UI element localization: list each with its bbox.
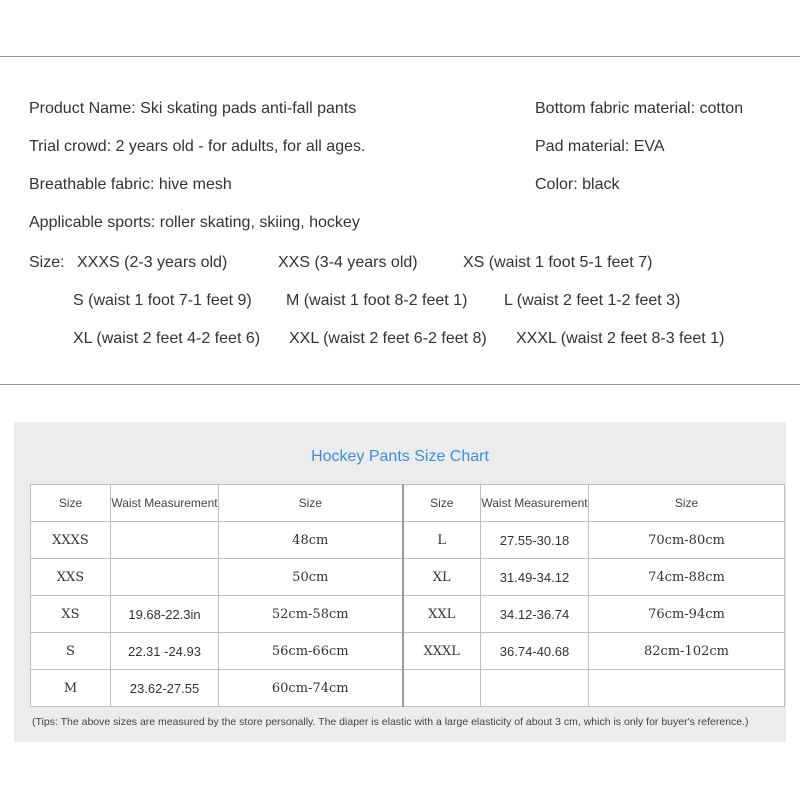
cell-size: XXS bbox=[31, 559, 111, 596]
cell-cm bbox=[589, 670, 785, 707]
size-option: XXL (waist 2 feet 6-2 feet 8) bbox=[289, 330, 487, 347]
cell-waist: 34.12-36.74 bbox=[481, 596, 589, 633]
cell-size bbox=[403, 670, 481, 707]
cell-cm: 70cm-80cm bbox=[589, 522, 785, 559]
cell-cm: 56cm-66cm bbox=[219, 633, 403, 670]
size-option: M (waist 1 foot 8-2 feet 1) bbox=[286, 292, 468, 309]
table-row bbox=[31, 559, 785, 596]
cell-size: S bbox=[31, 633, 111, 670]
cell-size: XXL bbox=[403, 596, 481, 633]
cell-waist bbox=[481, 670, 589, 707]
header-size-cm: Size bbox=[219, 485, 403, 522]
pad-material: Pad material: EVA bbox=[535, 138, 665, 155]
header-waist: Waist Measurement bbox=[481, 485, 589, 522]
bottom-fabric: Bottom fabric material: cotton bbox=[535, 100, 744, 117]
cell-waist bbox=[111, 559, 219, 596]
cell-waist: 23.62-27.55 bbox=[111, 670, 219, 707]
bottom-divider bbox=[0, 384, 800, 385]
size-option: XL (waist 2 feet 4-2 feet 6) bbox=[73, 330, 261, 347]
size-chart-panel bbox=[14, 422, 786, 742]
cell-size: XXXL bbox=[403, 633, 481, 670]
table-header-row bbox=[31, 485, 785, 522]
header-size-cm: Size bbox=[589, 485, 785, 522]
table-row bbox=[31, 633, 785, 670]
cell-waist: 31.49-34.12 bbox=[481, 559, 589, 596]
header-size: Size bbox=[31, 485, 111, 522]
cell-cm: 76cm-94cm bbox=[589, 596, 785, 633]
trial-crowd: Trial crowd: 2 years old - for adults, for all ages. bbox=[29, 138, 366, 155]
tips-note: (Tips: The above sizes are measured by the store personally. The diaper is elastic with a large elasticity of about 3 cm, which is only for buyer's reference.) bbox=[32, 716, 749, 728]
cell-size: M bbox=[31, 670, 111, 707]
header-waist: Waist Measurement bbox=[111, 485, 219, 522]
cell-waist: 27.55-30.18 bbox=[481, 522, 589, 559]
size-chart-table bbox=[30, 484, 785, 707]
cell-size: XL bbox=[403, 559, 481, 596]
cell-size: XXXS bbox=[31, 522, 111, 559]
product-name: Product Name: Ski skating pads anti-fall pants bbox=[29, 100, 357, 117]
header-size: Size bbox=[403, 485, 481, 522]
size-option: XXS (3-4 years old) bbox=[278, 254, 418, 271]
size-option: L (waist 2 feet 1-2 feet 3) bbox=[504, 292, 681, 309]
cell-waist: 36.74-40.68 bbox=[481, 633, 589, 670]
cell-cm: 48cm bbox=[219, 522, 403, 559]
size-option: XS (waist 1 foot 5-1 feet 7) bbox=[463, 254, 653, 271]
cell-cm: 52cm-58cm bbox=[219, 596, 403, 633]
cell-size: XS bbox=[31, 596, 111, 633]
cell-cm: 50cm bbox=[219, 559, 403, 596]
cell-cm: 74cm-88cm bbox=[589, 559, 785, 596]
size-option: XXXS (2-3 years old) bbox=[77, 254, 228, 271]
cell-waist bbox=[111, 522, 219, 559]
cell-waist: 19.68-22.3in bbox=[111, 596, 219, 633]
cell-size: L bbox=[403, 522, 481, 559]
breathable-fabric: Breathable fabric: hive mesh bbox=[29, 176, 232, 193]
top-divider bbox=[0, 56, 800, 57]
chart-title: Hockey Pants Size Chart bbox=[311, 448, 489, 465]
cell-cm: 60cm-74cm bbox=[219, 670, 403, 707]
size-label: Size: bbox=[29, 254, 65, 271]
cell-cm: 82cm-102cm bbox=[589, 633, 785, 670]
cell-waist: 22.31 -24.93 bbox=[111, 633, 219, 670]
color-spec: Color: black bbox=[535, 176, 620, 193]
table-row bbox=[31, 670, 785, 707]
size-option: S (waist 1 foot 7-1 feet 9) bbox=[73, 292, 252, 309]
size-option: XXXL (waist 2 feet 8-3 feet 1) bbox=[516, 330, 725, 347]
table-row bbox=[31, 522, 785, 559]
table-row bbox=[31, 596, 785, 633]
applicable-sports: Applicable sports: roller skating, skiing, hockey bbox=[29, 214, 360, 231]
